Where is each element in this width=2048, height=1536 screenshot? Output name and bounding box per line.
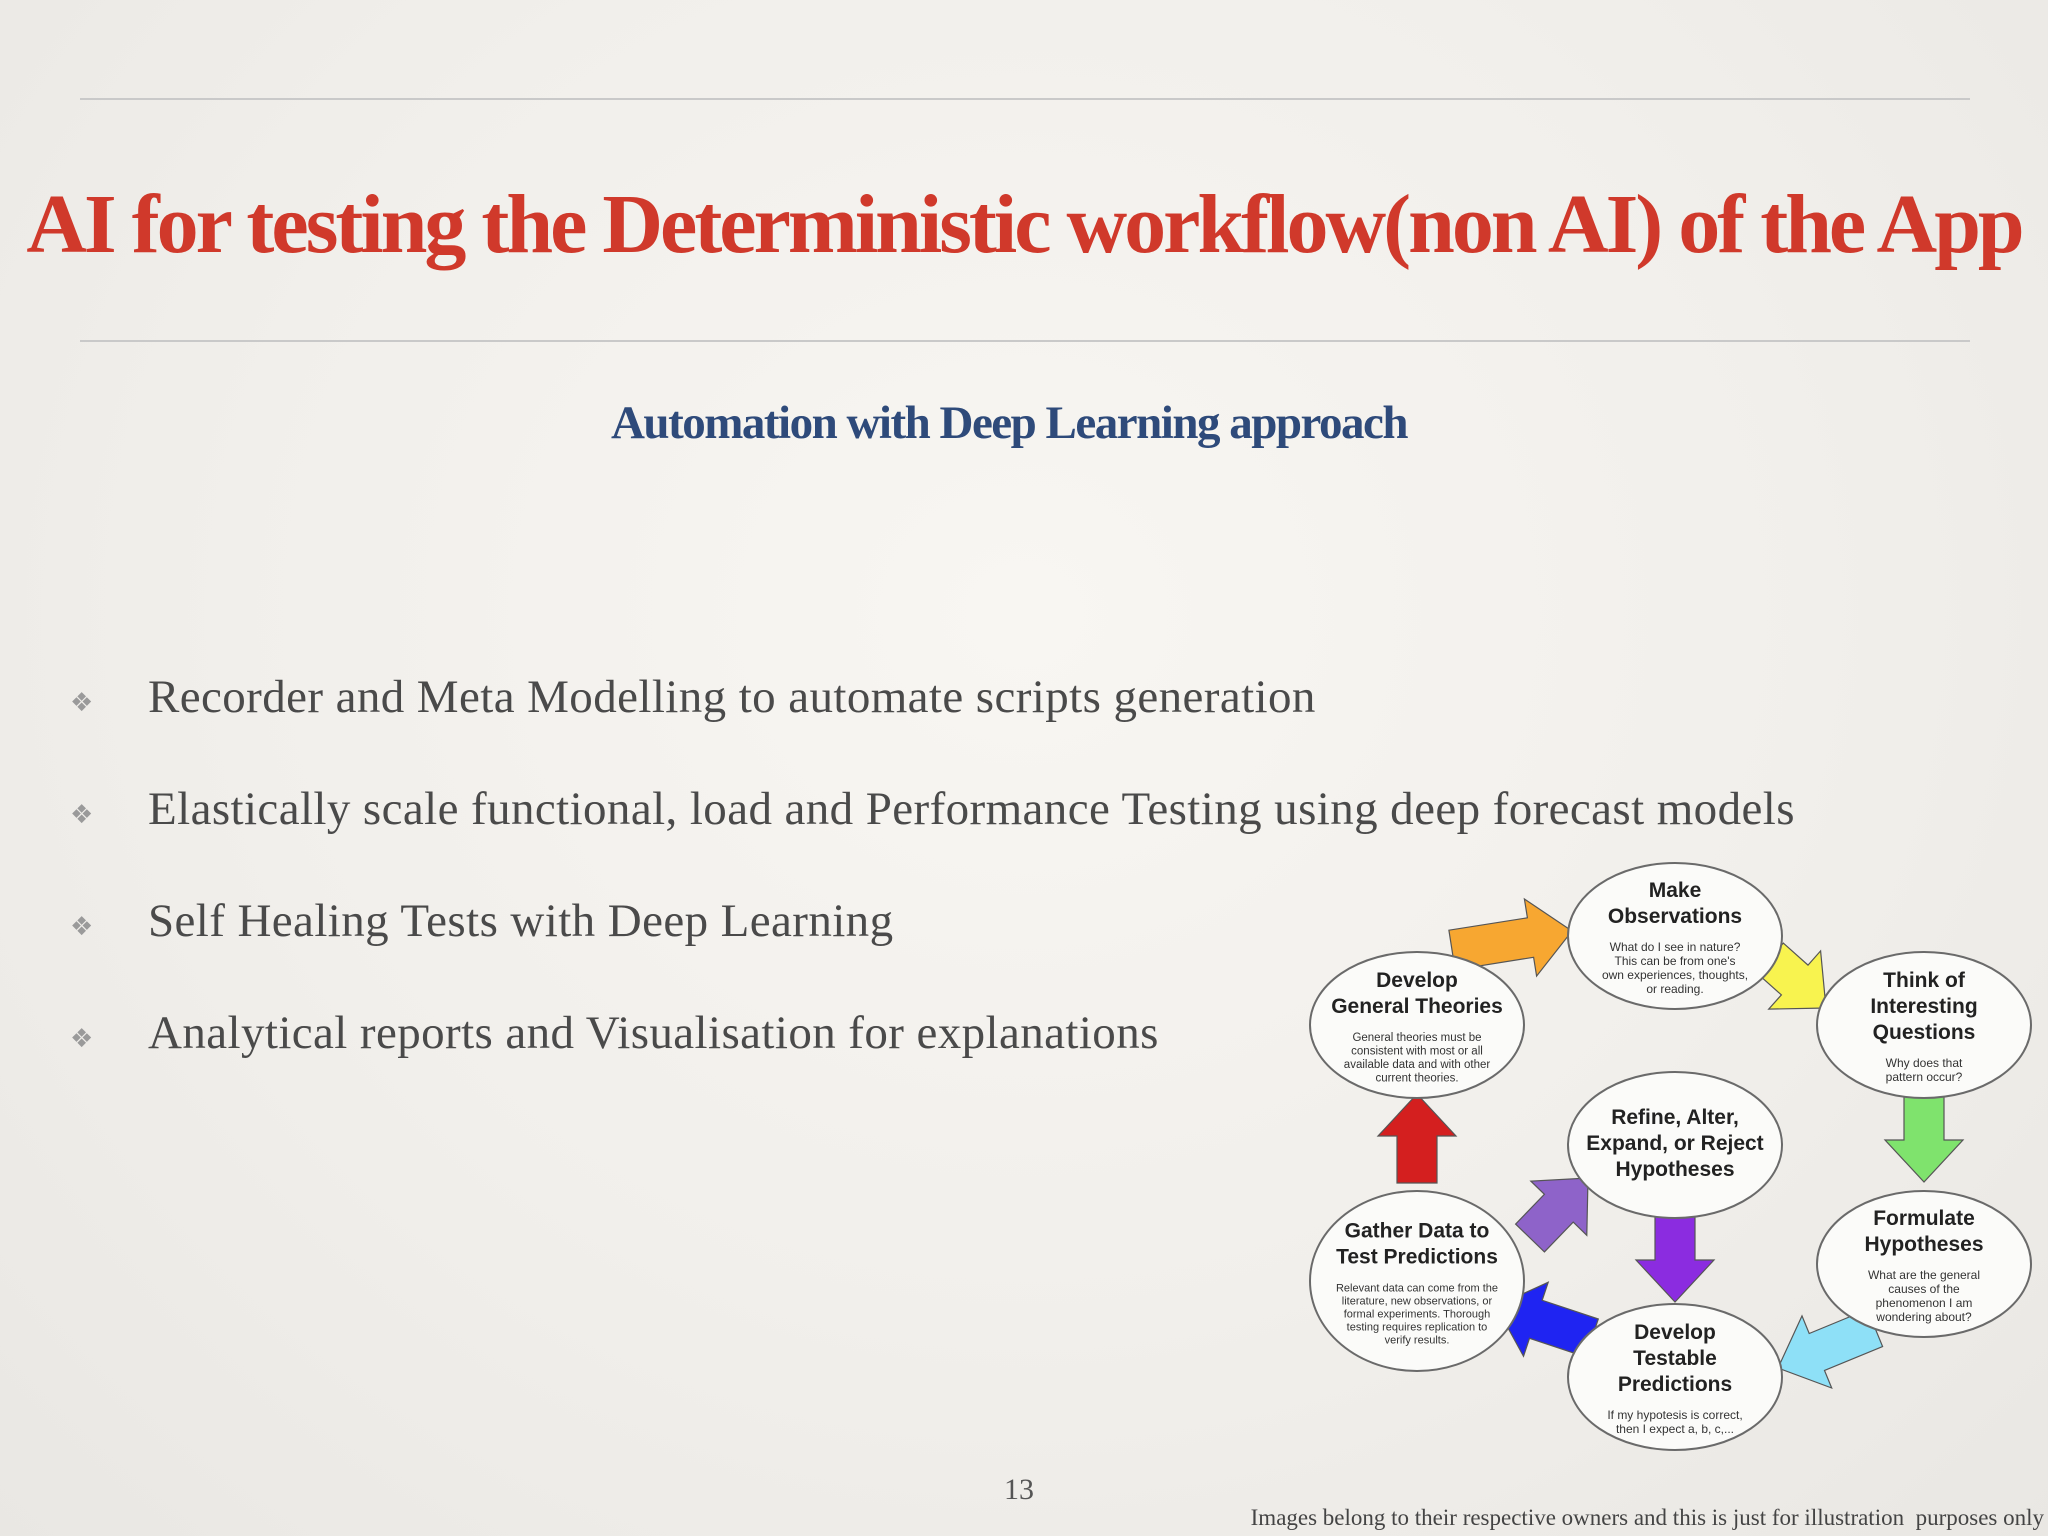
node-desc-line: formal experiments. Thorough xyxy=(1343,1308,1491,1321)
node-desc-line: current theories. xyxy=(1375,1072,1459,1085)
node-observe xyxy=(1568,863,1782,1009)
node-questions xyxy=(1817,952,2031,1098)
node-title-line: Testable xyxy=(1633,1346,1717,1370)
node-title-line: Observations xyxy=(1607,904,1743,928)
bullet-text: Recorder and Meta Modelling to automate scripts generation xyxy=(148,671,1316,723)
slide-title: AI for testing the Deterministic workflow(non AI) of the App xyxy=(26,178,2022,271)
diamond-cluster-icon: ❖ xyxy=(70,688,94,718)
node-title-line: Interesting xyxy=(1870,994,1978,1018)
scientific-method-diagram xyxy=(1300,858,2040,1462)
node-desc-line: pattern occur? xyxy=(1885,1069,1963,1084)
node-desc-line: consistent with most or all xyxy=(1351,1045,1483,1058)
node-desc-line: This can be from one's xyxy=(1614,953,1736,968)
node-refine xyxy=(1568,1072,1782,1218)
node-title-line: Hypotheses xyxy=(1615,1157,1735,1181)
node-theories xyxy=(1310,952,1524,1098)
node-desc-line: available data and with other xyxy=(1343,1058,1491,1071)
node-desc-line: What are the general xyxy=(1867,1267,1981,1282)
node-desc-line: then I expect a, b, c,... xyxy=(1615,1421,1735,1436)
node-desc-line: literature, new observations, or xyxy=(1341,1295,1493,1308)
node-title-line: Develop xyxy=(1634,1320,1716,1344)
node-desc-line: Why does that xyxy=(1885,1055,1963,1070)
node-title-line: Refine, Alter, xyxy=(1611,1105,1739,1129)
page-number: 13 xyxy=(1004,1473,1034,1506)
bullet-text: Elastically scale functional, load and Performance Testing using deep forecast models xyxy=(148,783,1795,835)
node-title-line: Hypotheses xyxy=(1864,1232,1984,1256)
bullet-text: Analytical reports and Visualisation for explanations xyxy=(148,1007,1159,1059)
node-predictions xyxy=(1568,1304,1782,1450)
diamond-cluster-icon: ❖ xyxy=(70,912,94,942)
node-desc-line: own experiences, thoughts, xyxy=(1601,967,1749,982)
diamond-cluster-icon: ❖ xyxy=(70,800,94,830)
node-title-line: Develop xyxy=(1376,968,1458,992)
node-title-line: Test Predictions xyxy=(1336,1245,1498,1269)
node-title-line: General Theories xyxy=(1331,994,1503,1018)
node-desc-line: Relevant data can come from the xyxy=(1335,1282,1499,1295)
node-desc-line: verify results. xyxy=(1384,1334,1450,1347)
bullet-text: Self Healing Tests with Deep Learning xyxy=(148,895,894,947)
node-desc-line: phenomenon I am xyxy=(1875,1295,1973,1310)
image-credit: Images belong to their respective owners and this is just for illustration purposes only xyxy=(1250,1505,2044,1530)
title-divider xyxy=(80,340,1970,342)
node-title-line: Expand, or Reject xyxy=(1586,1131,1764,1155)
arrow-gather-to-refine xyxy=(1516,1178,1588,1252)
node-title-line: Predictions xyxy=(1617,1372,1733,1396)
node-desc-line: General theories must be xyxy=(1352,1031,1482,1044)
node-desc-line: causes of the xyxy=(1888,1281,1960,1296)
node-title-line: Think of xyxy=(1883,968,1965,992)
slide-subtitle: Automation with Deep Learning approach xyxy=(610,397,1408,449)
arrow-gather-to-theories xyxy=(1378,1094,1456,1183)
node-desc-line: What do I see in nature? xyxy=(1609,939,1741,954)
diamond-cluster-icon: ❖ xyxy=(70,1024,94,1054)
node-title-line: Gather Data to xyxy=(1344,1219,1490,1243)
node-title-line: Formulate xyxy=(1873,1206,1975,1230)
arrow-questions-to-hypotheses xyxy=(1885,1096,1963,1182)
node-hypotheses xyxy=(1817,1191,2031,1337)
node-desc-line: testing requires replication to xyxy=(1346,1321,1488,1334)
node-desc-line: wondering about? xyxy=(1876,1309,1972,1324)
node-title-line: Make xyxy=(1648,878,1702,902)
arrow-refine-to-predictions xyxy=(1636,1214,1714,1302)
node-desc-line: or reading. xyxy=(1646,981,1704,996)
node-title-line: Questions xyxy=(1872,1020,1976,1044)
node-desc-line: If my hypotesis is correct, xyxy=(1607,1407,1743,1422)
node-gather xyxy=(1310,1191,1524,1371)
top-divider xyxy=(80,98,1970,100)
